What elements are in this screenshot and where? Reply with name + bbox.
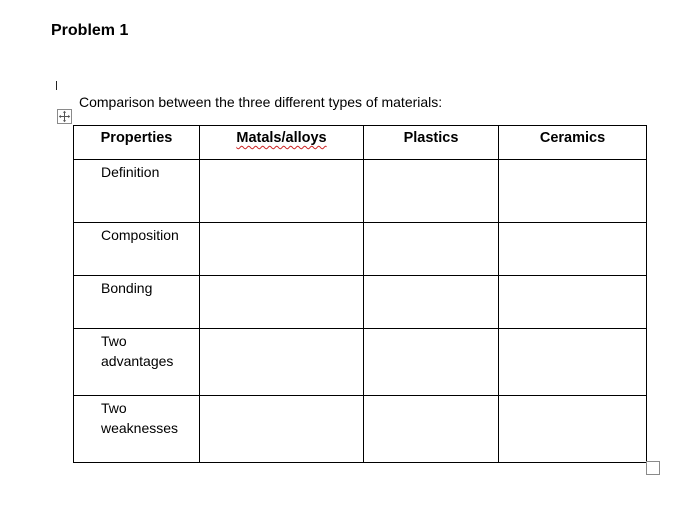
cell-plastics-definition[interactable] — [364, 160, 499, 223]
table-row-bonding — [74, 276, 647, 329]
header-metals-alloys[interactable] — [200, 126, 364, 160]
cell-property-advantages[interactable] — [74, 329, 200, 396]
cell-plastics-advantages[interactable] — [364, 329, 499, 396]
cell-property-weaknesses[interactable] — [74, 396, 200, 463]
table-row-definition — [74, 160, 647, 223]
cell-property-bonding[interactable] — [74, 276, 200, 329]
cell-plastics-bonding[interactable] — [364, 276, 499, 329]
header-metals-alloys-text: Matals/alloys — [236, 130, 327, 146]
table-move-handle-icon[interactable] — [57, 109, 72, 124]
header-ceramics[interactable]: Ceramics — [499, 126, 647, 160]
table-row-advantages — [74, 329, 647, 396]
property-label: Bonding — [101, 280, 153, 296]
property-label: Two advantages — [101, 333, 174, 369]
cell-metals-bonding[interactable] — [200, 276, 364, 329]
property-label: Two weaknesses — [101, 400, 179, 436]
header-properties[interactable]: Properties — [74, 126, 200, 160]
cell-property-composition[interactable] — [74, 223, 200, 276]
cell-plastics-weaknesses[interactable] — [364, 396, 499, 463]
text-cursor — [56, 81, 57, 90]
materials-comparison-table — [73, 125, 647, 463]
property-label: Definition — [101, 164, 160, 180]
cell-plastics-composition[interactable] — [364, 223, 499, 276]
table-row-composition — [74, 223, 647, 276]
cell-metals-composition[interactable] — [200, 223, 364, 276]
cell-ceramics-definition[interactable] — [499, 160, 647, 223]
cell-ceramics-advantages[interactable] — [499, 329, 647, 396]
cell-ceramics-weaknesses[interactable] — [499, 396, 647, 463]
intro-paragraph: Comparison between the three different types of materials: — [79, 94, 443, 110]
table-header-row — [74, 126, 647, 160]
cell-metals-definition[interactable] — [200, 160, 364, 223]
move-cross-icon — [58, 110, 71, 123]
table-resize-handle-icon[interactable] — [646, 461, 660, 475]
cell-property-definition[interactable] — [74, 160, 200, 223]
cell-ceramics-composition[interactable] — [499, 223, 647, 276]
table-row-weaknesses — [74, 396, 647, 463]
cell-ceramics-bonding[interactable] — [499, 276, 647, 329]
property-label: Composition — [101, 227, 179, 243]
cell-metals-weaknesses[interactable] — [200, 396, 364, 463]
problem-heading: Problem 1 — [51, 22, 129, 39]
cell-metals-advantages[interactable] — [200, 329, 364, 396]
header-plastics[interactable]: Plastics — [364, 126, 499, 160]
